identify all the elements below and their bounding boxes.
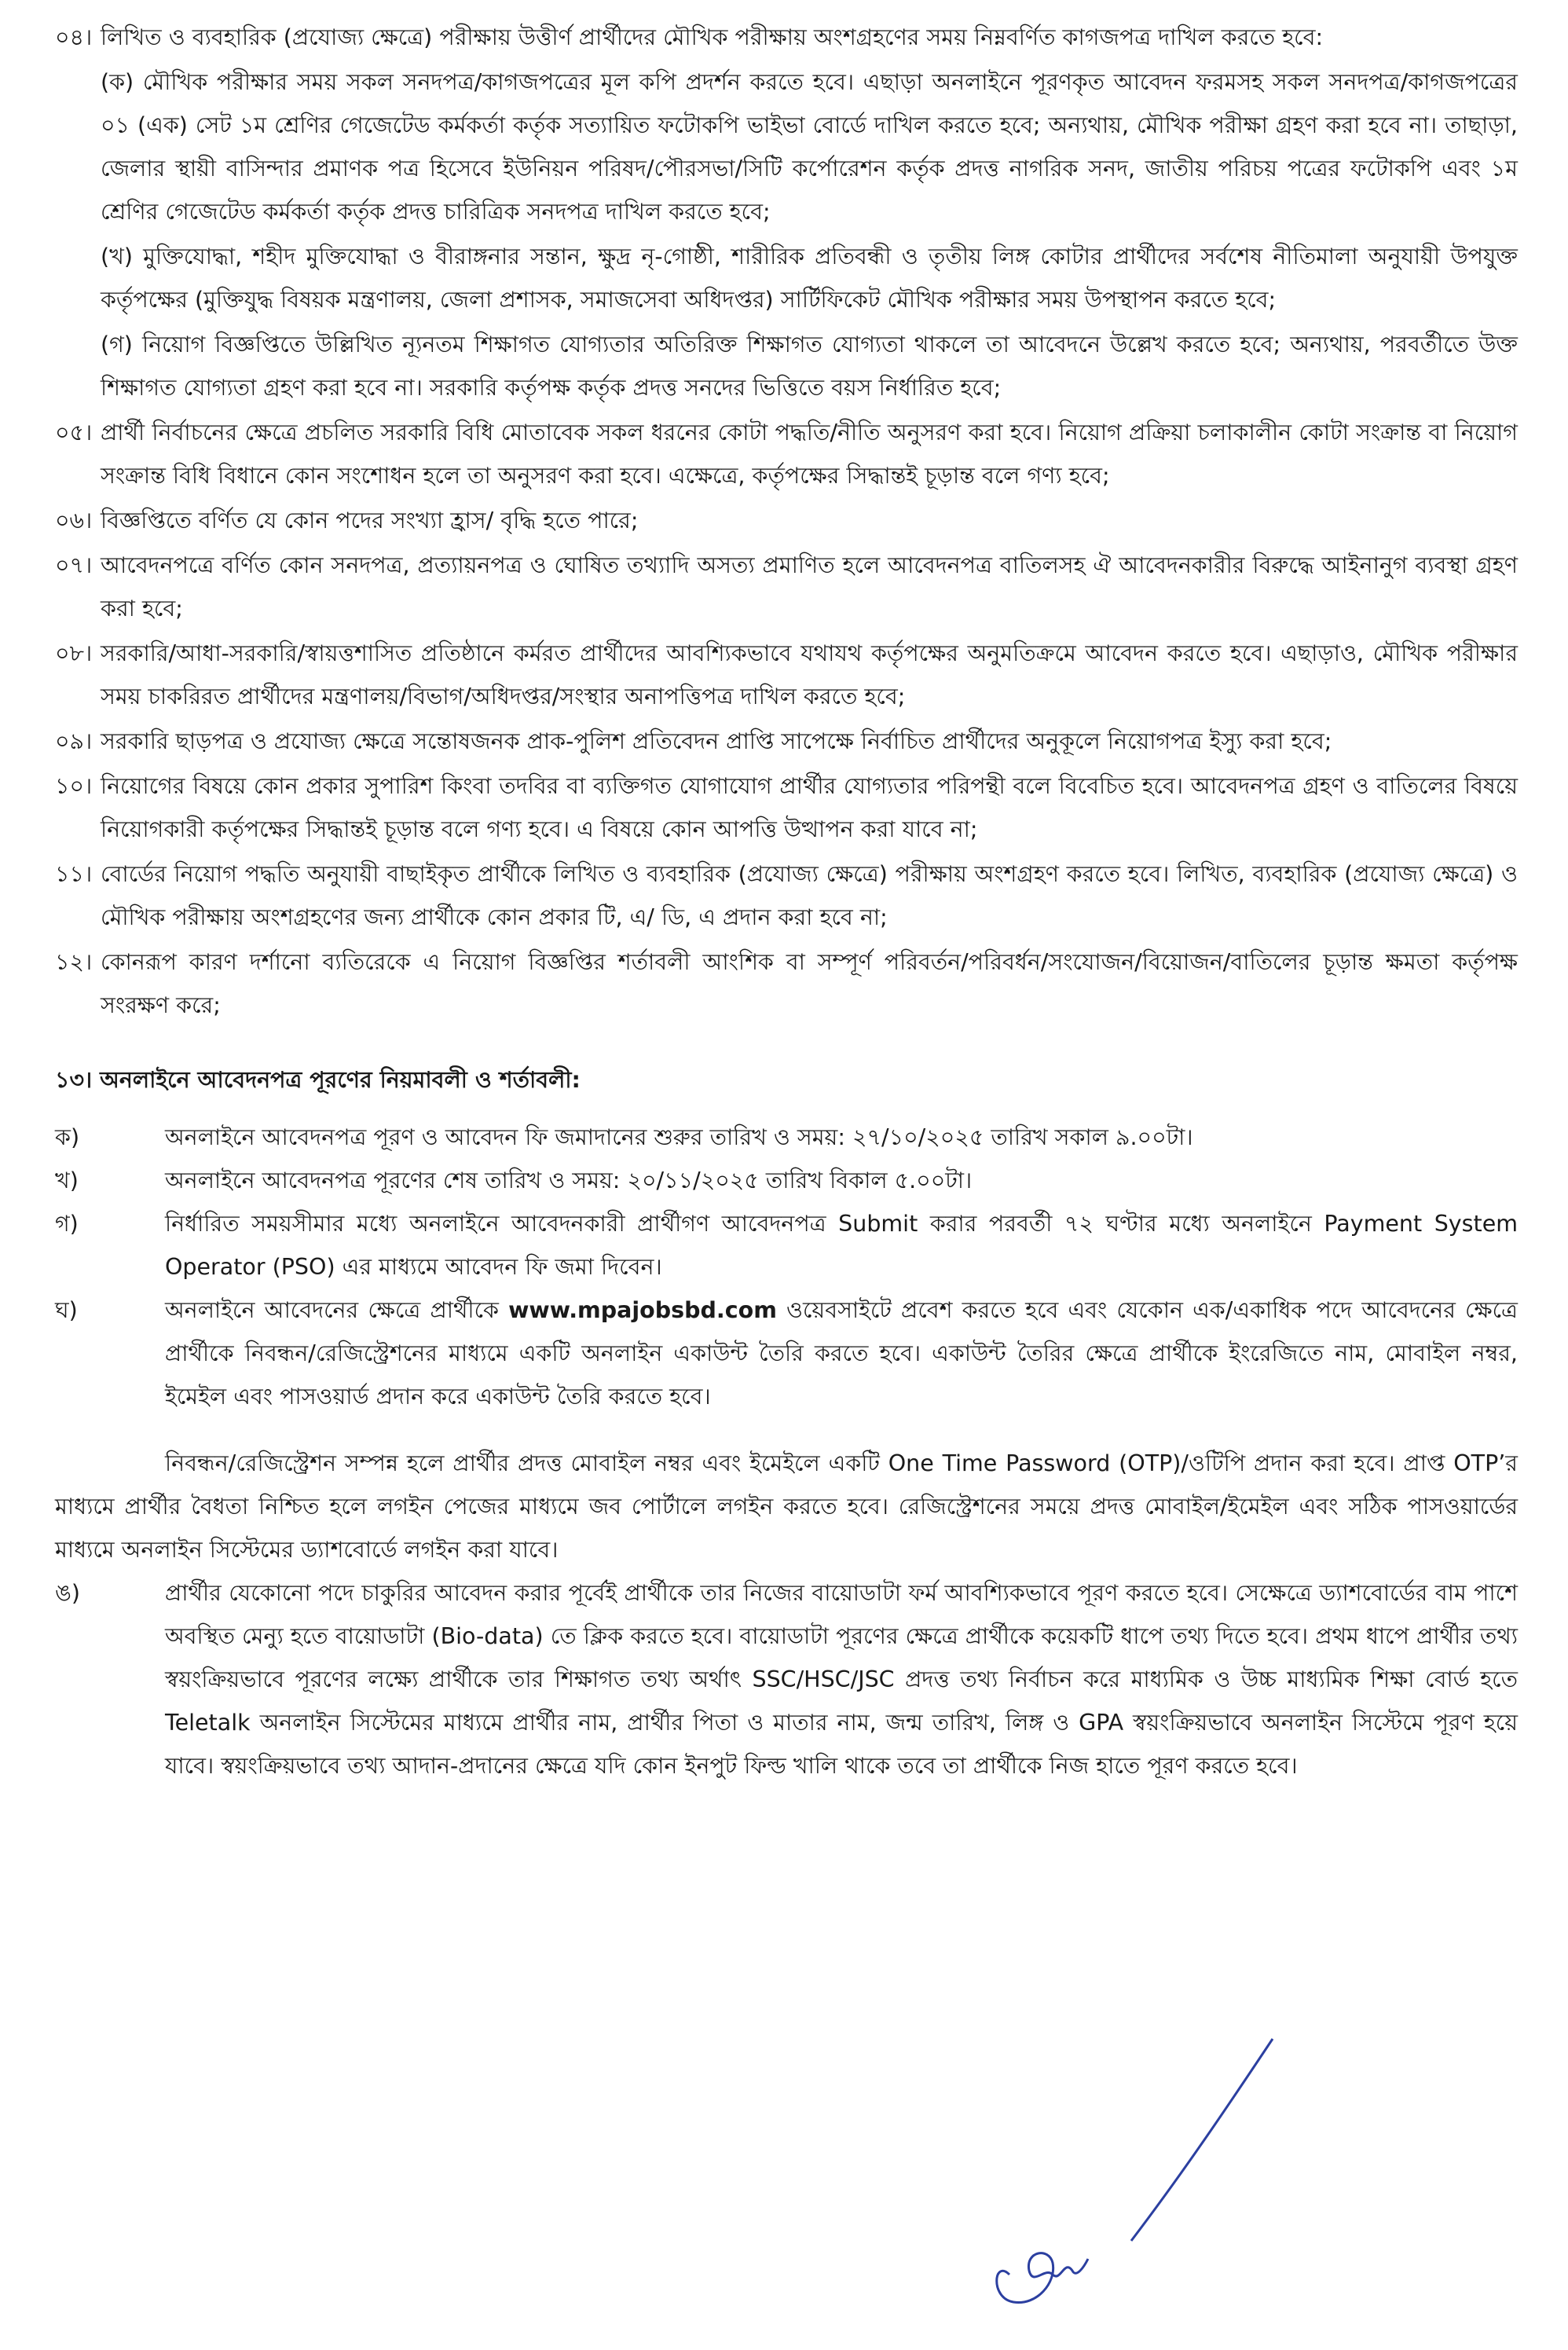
item-text: আবেদনপত্রে বর্ণিত কোন সনদপত্র, প্রত্যায়নপত্র ও ঘোষিত তথ্যাদি অসত্য প্রমাণিত হলে আবেদনপত্র বাতিলসহ ঐ আবেদনকারীর বিরুদ্ধে আইনানুগ ব্যবস্থা গ্রহণ করা হবে; — [101, 552, 1518, 621]
item-13-ga — [55, 1202, 1518, 1289]
item-07 — [55, 544, 1518, 630]
item-text — [165, 1289, 1518, 1418]
item-text: নিয়োগের বিষয়ে কোন প্রকার সুপারিশ কিংবা তদবির বা ব্যক্তিগত যোগাযোগ প্রার্থীর যোগ্যতার পরিপন্থী বলে বিবেচিত হবে। আবেদনপত্র গ্রহণ ও বাতিলের বিষয়ে নিয়োগকারী কর্তৃপক্ষের সিদ্ধান্তই চূড়ান্ত বলে গণ্য হবে। এ বিষয়ে কোন আপত্তি উত্থাপন করা যাবে না; — [101, 773, 1518, 842]
item-text-after: ওয়েবসাইটে প্রবেশ করতে হবে এবং যেকোন এক/একাধিক পদে আবেদনের ক্ষেত্রে প্রার্থীকে নিবন্ধন/রেজিস্ট্রেশনের মাধ্যমে একটি অনলাইন একাউন্ট তৈরি করতে হবে। একাউন্ট তৈরির ক্ষেত্রে প্রার্থীকে ইংরেজিতে নাম, মোবাইল নম্বর, ইমেইল এবং পাসওয়ার্ড প্রদান করে একাউন্ট তৈরি করতে হবে। — [165, 1297, 1518, 1410]
item-text: লিখিত ও ব্যবহারিক (প্রযোজ্য ক্ষেত্রে) পরীক্ষায় উত্তীর্ণ প্রার্থীদের মৌখিক পরীক্ষায় অংশগ্রহণের সময় নিম্নবর্ণিত কাগজপত্র দাখিল করতে হবে: — [101, 24, 1324, 50]
item-10 — [55, 764, 1518, 851]
item-text: সরকারি/আধা-সরকারি/স্বায়ত্তশাসিত প্রতিষ্ঠানে কর্মরত প্রার্থীদের আবশ্যিকভাবে যথাযথ কর্তৃপক্ষের অনুমতিক্রমে আবেদন করতে হবে। এছাড়াও, মৌখিক পরীক্ষার সময় চাকরিরত প্রার্থীদের মন্ত্রণালয়/বিভাগ/অধিদপ্তর/সংস্থার অনাপত্তিপত্র দাখিল করতে হবে; — [101, 640, 1518, 709]
sub-item-ga: (গ) নিয়োগ বিজ্ঞপ্তিতে উল্লিখিত ন্যূনতম শিক্ষাগত যোগ্যতার অতিরিক্ত শিক্ষাগত যোগ্যতা থাকলে তা আবেদনে উল্লেখ করতে হবে; অন্যথায়, পরবর্তীতে উক্ত শিক্ষাগত যোগ্যতা গ্রহণ করা হবে না। সরকারি কর্তৃপক্ষ কর্তৃক প্রদত্ত সনদের ভিত্তিতে বয়স নির্ধারিত হবে; — [101, 332, 1518, 401]
sub-item-kha: (খ) মুক্তিযোদ্ধা, শহীদ মুক্তিযোদ্ধা ও বীরাঙ্গনার সন্তান, ক্ষুদ্র নৃ-গোষ্ঠী, শারীরিক প্রতিবন্ধী ও তৃতীয় লিঙ্গ কোটার প্রার্থীদের সর্বশেষ নীতিমালা অনুযায়ী উপযুক্ত কর্তৃপক্ষের (মুক্তিযুদ্ধ বিষয়ক মন্ত্রণালয়, জেলা প্রশাসক, সমাজসেবা অধিদপ্তর) সার্টিফিকেট মৌখিক পরীক্ষার সময় উপস্থাপন করতে হবে; — [101, 244, 1518, 313]
item-text: অনলাইনে আবেদনপত্র পূরণের শেষ তারিখ ও সময়: ২০/১১/২০২৫ তারিখ বিকাল ৫.০০টা। — [165, 1168, 973, 1193]
sub-item-ka: (ক) মৌখিক পরীক্ষার সময় সকল সনদপত্র/কাগজপত্রের মূল কপি প্রদর্শন করতে হবে। এছাড়া অনলাইনে পূরণকৃত আবেদন ফরমসহ সকল সনদপত্র/কাগজপত্রের ০১ (এক) সেট ১ম শ্রেণির গেজেটেড কর্মকর্তা কর্তৃক সত্যায়িত ফটোকপি ভাইভা বোর্ডে দাখিল করতে হবে; অন্যথায়, মৌখিক পরীক্ষা গ্রহণ করা হবে না। তাছাড়া, জেলার স্থায়ী বাসিন্দার প্রমাণক পত্র হিসেবে ইউনিয়ন পরিষদ/পৌরসভা/সিটি কর্পোরেশন কর্তৃক প্রদত্ত নাগরিক সনদ, জাতীয় পরিচয় পত্রের ফটোকপি এবং ১ম শ্রেণির গেজেটেড কর্মকর্তা কর্তৃক প্রদত্ত চারিত্রিক সনদপত্র দাখিল করতে হবে; — [101, 69, 1518, 225]
item-number: ক) — [55, 1124, 80, 1150]
item-text: সরকারি ছাড়পত্র ও প্রযোজ্য ক্ষেত্রে সন্তোষজনক প্রাক-পুলিশ প্রতিবেদন প্রাপ্তি সাপেক্ষে নির্বাচিত প্রার্থীদের অনুকূলে নিয়োগপত্র ইস্যু করা হবে; — [101, 728, 1332, 754]
item-04 — [55, 16, 1518, 59]
item-number: ১০। — [55, 773, 93, 799]
item-number: ১২। — [55, 949, 93, 975]
item-text: নির্ধারিত সময়সীমার মধ্যে অনলাইনে আবেদনকারী প্রার্থীগণ আবেদনপত্র Submit করার পরবর্তী ৭২ ঘণ্টার মধ্যে অনলাইনে Payment System Operator (PSO) এর মাধ্যমে আবেদন ফি জমা দিবেন। — [165, 1211, 1518, 1280]
item-13-ka — [55, 1116, 1518, 1159]
item-number: ১১। — [55, 861, 93, 887]
item-13-kha — [55, 1159, 1518, 1202]
website-link[interactable]: www.mpajobsbd.com — [508, 1297, 777, 1323]
item-text-before: অনলাইনে আবেদনের ক্ষেত্রে প্রার্থীকে — [165, 1297, 509, 1323]
item-13-u — [55, 1571, 1518, 1787]
item-number: ০৬। — [55, 508, 93, 533]
item-number: খ) — [55, 1168, 79, 1193]
item-text: বোর্ডের নিয়োগ পদ্ধতি অনুযায়ী বাছাইকৃত প্রার্থীকে লিখিত ও ব্যবহারিক (প্রযোজ্য ক্ষেত্রে) পরীক্ষায় অংশগ্রহণ করতে হবে। লিখিত, ব্যবহারিক (প্রযোজ্য ক্ষেত্রে) ও মৌখিক পরীক্ষায় অংশগ্রহণের জন্য প্রার্থীকে কোন প্রকার টি, এ/ ডি, এ প্রদান করা হবে না; — [101, 861, 1518, 930]
signature-image — [978, 2227, 1096, 2310]
item-number: ০৪। — [55, 24, 93, 50]
item-number: ০৫। — [55, 420, 93, 445]
item-09 — [55, 720, 1518, 763]
item-text: কোনরূপ কারণ দর্শানো ব্যতিরেকে এ নিয়োগ বিজ্ঞপ্তির শর্তাবলী আংশিক বা সম্পূর্ণ পরিবর্তন/পরিবর্ধন/সংযোজন/বিয়োজন/বাতিলের চূড়ান্ত ক্ষমতা কর্তৃপক্ষ সংরক্ষণ করে; — [101, 949, 1518, 1018]
item-08 — [55, 632, 1518, 718]
section-13-heading: ১৩। অনলাইনে আবেদনপত্র পূরণের নিয়মাবলী ও শর্তাবলী: — [55, 1067, 581, 1093]
item-06 — [55, 499, 1518, 542]
item-number: ঘ) — [55, 1297, 78, 1323]
item-number: ০৯। — [55, 728, 93, 754]
section-13-list-2 — [55, 1571, 1518, 1787]
item-number: গ) — [55, 1211, 79, 1237]
item-number: ঙ) — [55, 1580, 81, 1606]
registration-paragraph: নিবন্ধন/রেজিস্ট্রেশন সম্পন্ন হলে প্রার্থীর প্রদত্ত মোবাইল নম্বর এবং ইমেইলে একটি One Time Password (OTP)/ওটিপি প্রদান করা হবে। প্রাপ্ত OTP’র মাধ্যমে প্রার্থীর বৈধতা নিশ্চিত হলে লগইন পেজের মাধ্যমে জব পোর্টালে লগইন করতে হবে। রেজিস্ট্রেশনের সময়ে প্রদত্ত মোবাইল/ইমেইল এবং সঠিক পাসওয়ার্ডের মাধ্যমে অনলাইন সিস্টেমের ড্যাশবোর্ডে লগইন করা যাবে। — [55, 1450, 1518, 1563]
item-11 — [55, 852, 1518, 939]
item-12 — [55, 940, 1518, 1027]
item-number: ০৭। — [55, 552, 93, 578]
item-number: ০৮। — [55, 640, 93, 666]
item-text: প্রার্থী নির্বাচনের ক্ষেত্রে প্রচলিত সরকারি বিধি মোতাবেক সকল ধরনের কোটা পদ্ধতি/নীতি অনুসরণ করা হবে। নিয়োগ প্রক্রিয়া চলাকালীন কোটা সংক্রান্ত বা নিয়োগ সংক্রান্ত বিধি বিধানে কোন সংশোধন হলে তা অনুসরণ করা হবে। এক্ষেত্রে, কর্তৃপক্ষের সিদ্ধান্তই চূড়ান্ত বলে গণ্য হবে; — [101, 420, 1518, 489]
item-13-gha — [55, 1289, 1518, 1418]
item-text: অনলাইনে আবেদনপত্র পূরণ ও আবেদন ফি জমাদানের শুরুর তারিখ ও সময়: ২৭/১০/২০২৫ তারিখ সকাল ৯.০০টা। — [165, 1124, 1193, 1150]
item-05 — [55, 411, 1518, 497]
signature-stroke — [1100, 2035, 1280, 2247]
item-text: প্রার্থীর যেকোনো পদে চাকুরির আবেদন করার পূর্বেই প্রার্থীকে তার নিজের বায়োডাটা ফর্ম আবশ্যিকভাবে পূরণ করতে হবে। সেক্ষেত্রে ড্যাশবোর্ডের বাম পাশে অবস্থিত মেন্যু হতে বায়োডাটা (Bio-data) তে ক্লিক করতে হবে। বায়োডাটা পূরণের ক্ষেত্রে প্রার্থীকে কয়েকটি ধাপে তথ্য দিতে হবে। প্রথম ধাপে প্রার্থীর তথ্য স্বয়ংক্রিয়ভাবে পূরণের লক্ষ্যে প্রার্থীকে তার শিক্ষাগত তথ্য অর্থাৎ SSC/HSC/JSC প্রদত্ত তথ্য নির্বাচন করে মাধ্যমিক ও উচ্চ মাধ্যমিক শিক্ষা বোর্ড হতে Teletalk অনলাইন সিস্টেমের মাধ্যমে প্রার্থীর নাম, প্রার্থীর পিতা ও মাতার নাম, জন্ম তারিখ, লিঙ্গ ও GPA স্বয়ংক্রিয়ভাবে অনলাইন সিস্টেমে পূরণ হয়ে যাবে। স্বয়ংক্রিয়ভাবে তথ্য আদান-প্রদানের ক্ষেত্রে যদি কোন ইনপুট ফিল্ড খালি থাকে তবে তা প্রার্থীকে নিজ হাতে পূরণ করতে হবে। — [165, 1580, 1518, 1779]
section-13-list — [55, 1116, 1518, 1418]
item-text: বিজ্ঞপ্তিতে বর্ণিত যে কোন পদের সংখ্যা হ্রাস/ বৃদ্ধি হতে পারে; — [101, 508, 639, 533]
